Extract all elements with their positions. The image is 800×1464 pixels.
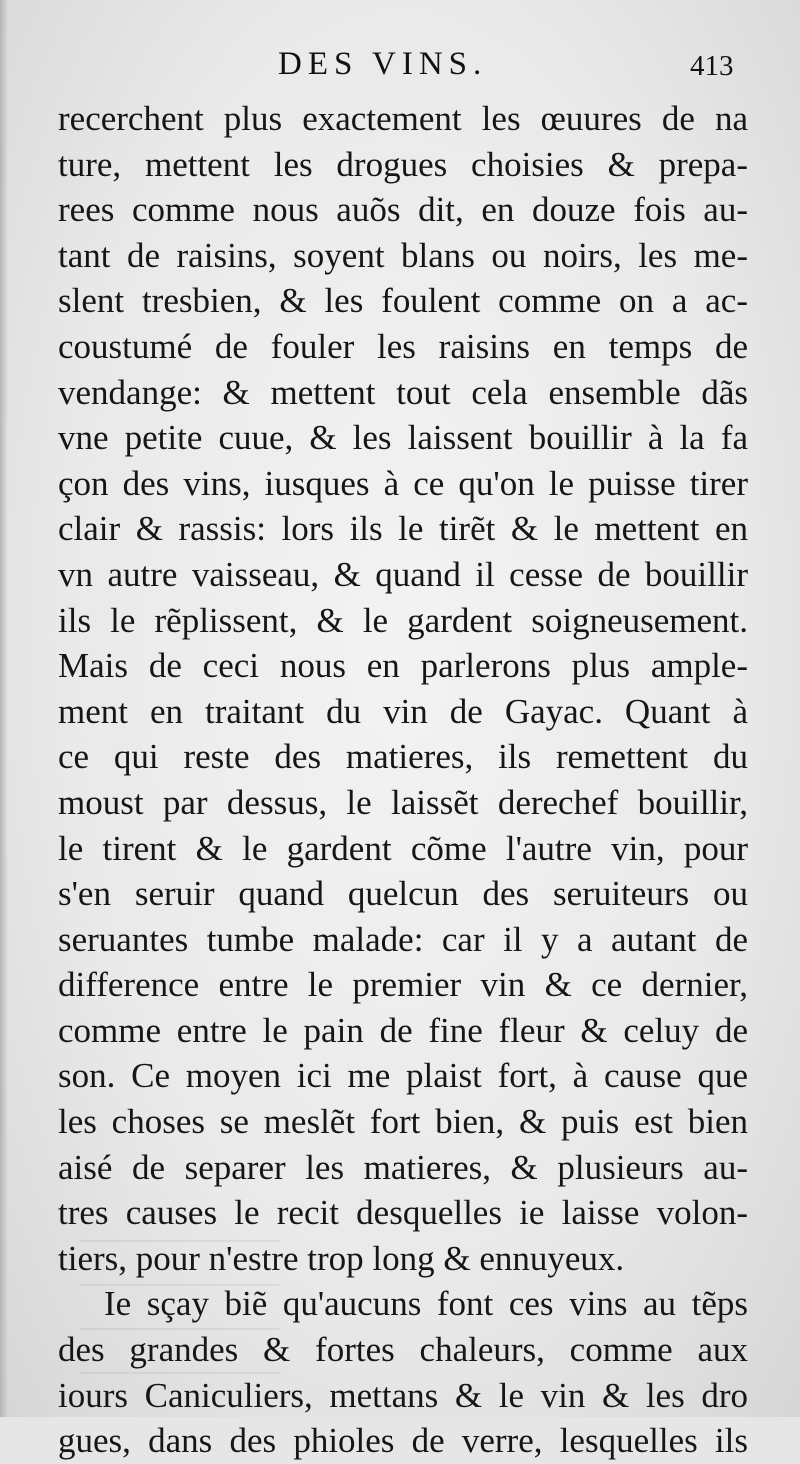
paragraph-end-line: tiers, pour n'estre trop long & ennuyeux.: [58, 1238, 625, 1278]
text-line: coustumé de fouler les raisins en temps de: [58, 326, 748, 366]
text-line: vne petite cuue, & les laissent bouillir à la fa: [58, 418, 748, 458]
text-line: le tirent & le gardent cõme l'autre vin, pour: [58, 828, 748, 868]
text-line: des grandes & fortes chaleurs, comme aux: [58, 1330, 748, 1370]
text-line: aisé de separer les matieres, & plusieurs au-: [58, 1147, 748, 1187]
text-line: ce qui reste des matieres, ils remettent du: [58, 737, 748, 777]
running-head: [0, 42, 800, 86]
text-line: ture, mettent les drogues choisies & prepa-: [58, 144, 748, 184]
text-line: Mais de ceci nous en parlerons plus ample-: [58, 646, 748, 686]
text-line: comme entre le pain de fine fleur & celuy de: [58, 1010, 748, 1050]
text-line: seruantes tumbe malade: car il y a autant de: [58, 919, 748, 959]
text-line: difference entre le premier vin & ce dernier,: [58, 965, 748, 1005]
text-line: s'en seruir quand quelcun des seruiteurs ou: [58, 874, 748, 914]
text-line: tant de raisins, soyent blans ou noirs, les me-: [58, 235, 748, 275]
text-line: clair & rassis: lors ils le tirẽt & le mettent en: [58, 509, 748, 549]
paragraph-start-line: Ie sçay biẽ qu'aucuns font ces vins au tẽps: [104, 1284, 748, 1324]
text-line: les choses se meslẽt fort bien, & puis est bien: [58, 1102, 748, 1142]
text-line: gues, dans des phioles de verre, lesquelles ils: [58, 1421, 748, 1461]
page-number: 413: [690, 50, 734, 82]
text-line: iours Caniculiers, mettans & le vin & les dro: [58, 1375, 748, 1415]
text-line: rees comme nous auõs dit, en douze fois au-: [58, 190, 748, 230]
text-line: tres causes le recit desquelles ie laisse volon-: [58, 1193, 748, 1233]
running-title: DES VINS.: [278, 46, 488, 82]
text-line: recerchent plus exactement les œuures de na: [58, 99, 748, 138]
text-line: ment en traitant du vin de Gayac. Quant à: [58, 691, 748, 731]
text-line: moust par dessus, le laissẽt derechef bouillir,: [58, 782, 748, 822]
text-line: çon des vins, iusques à ce qu'on le puisse tirer: [58, 463, 748, 503]
text-line: ils le rẽplissent, & le gardent soigneusement.: [58, 600, 748, 640]
page-edge-shadow: [0, 0, 8, 1417]
text-line: vendange: & mettent tout cela ensemble dãs: [58, 372, 748, 412]
body-text: [58, 96, 748, 1464]
text-line: vn autre vaisseau, & quand il cesse de bouillir: [58, 554, 748, 594]
text-line: slent tresbien, & les foulent comme on a ac-: [58, 281, 748, 321]
text-line: son. Ce moyen ici me plaist fort, à cause que: [58, 1056, 748, 1096]
